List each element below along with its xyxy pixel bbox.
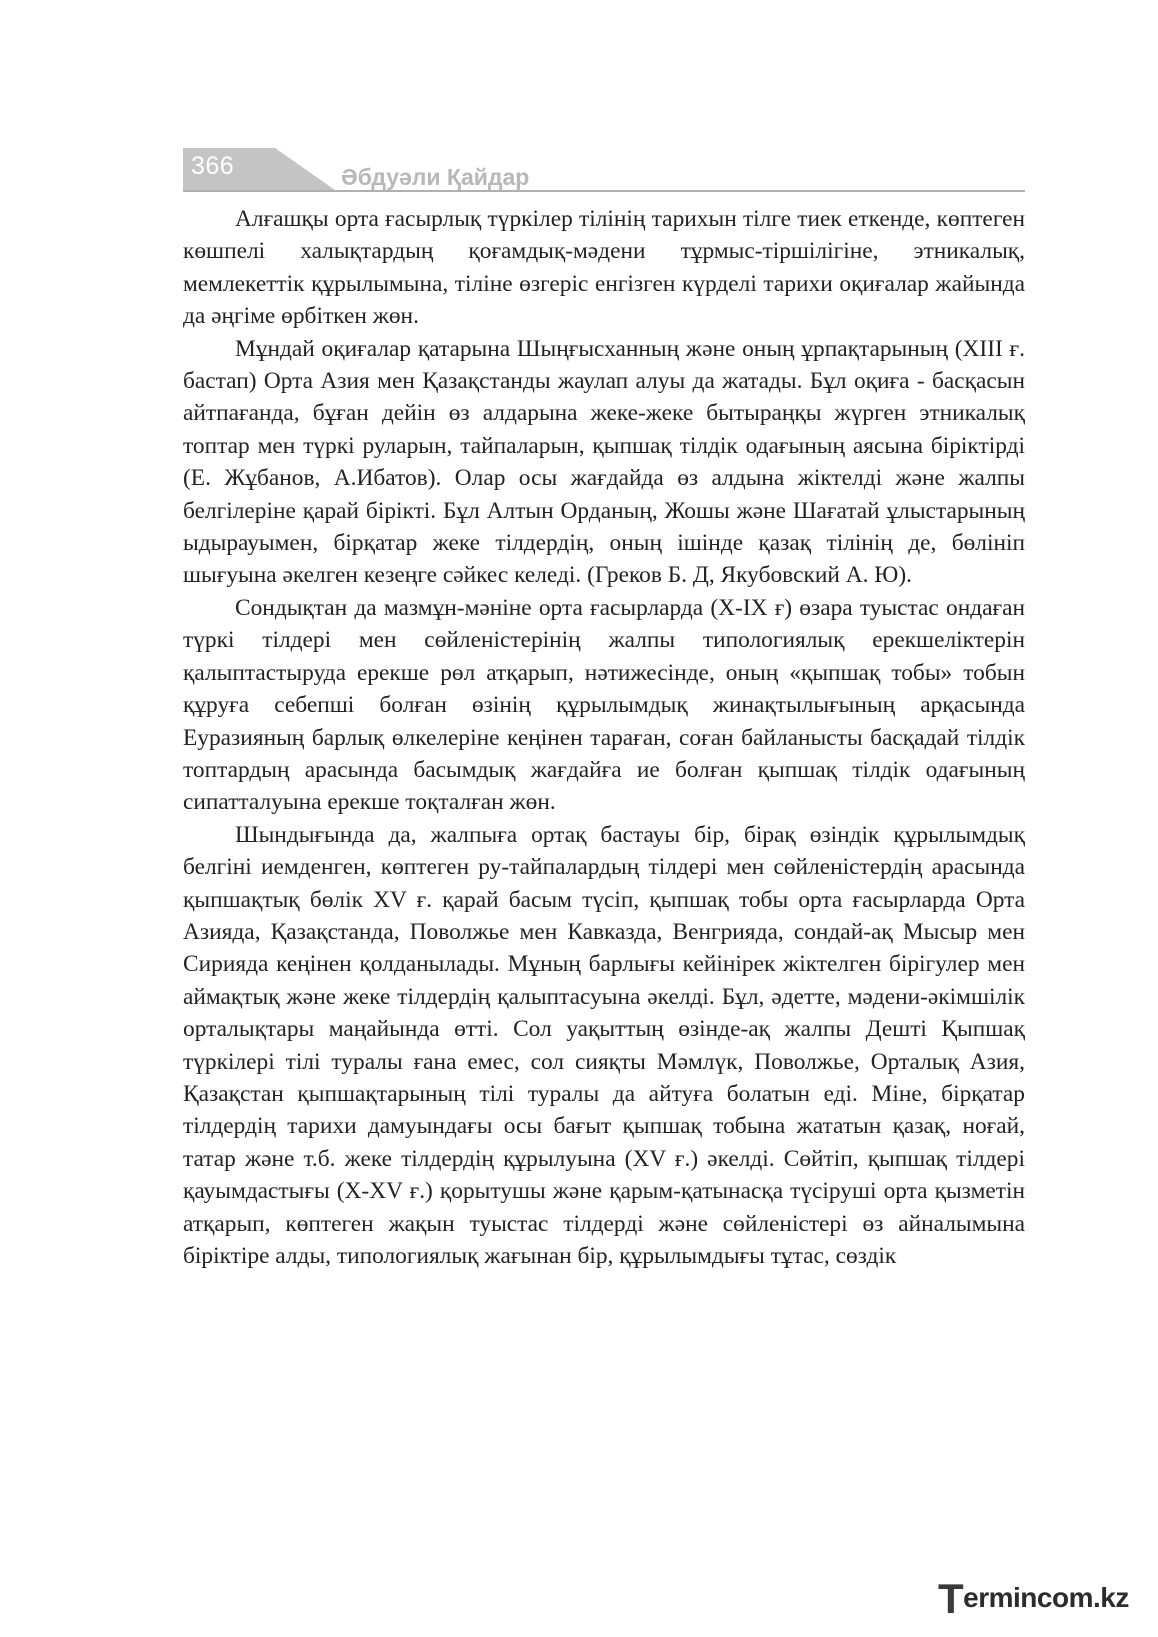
watermark-text: ermincom.kz bbox=[963, 1582, 1129, 1613]
header-rule bbox=[183, 190, 1025, 192]
paragraph-1: Алғашқы орта ғасырлық түркілер тілінің тарихын тілге тиек еткенде, көптеген көшпелі халықтардың қоғамдық-мәдени тұрмыс-тіршілігіне, этникалық, мемлекеттік құрылымына, тіліне өзгеріс енгізген күрделі тарихи оқиғалар жайында да әңгіме өрбіткен жөн. bbox=[183, 206, 1025, 330]
page-number: 366 bbox=[191, 152, 235, 180]
running-head-author: Әбдуәли Қайдар bbox=[341, 164, 530, 190]
paragraph-3: Сондықтан да мазмұн-мәніне орта ғасырларда (X-IX ғ) өзара туыстас ондаған түркі тілдері мен сөйленістерінің жалпы типологиялық ерекшеліктерін қалыптастыруда ерекше рөл атқарып, нәтижесінде, оның «қыпшақ тобы» тобын құруға себепші болған өзінің құрылымдық жинақтылығының арқасында Еуразияның барлық өлкелеріне кеңінен тараған, соған байланысты басқадай тілдік топтардың арасында басымдық жағдайға ие болған қыпшақ тілдік одағының сипатталуына ерекше тоқталған жөн. bbox=[183, 594, 1025, 816]
paragraph-4: Шындығында да, жалпыға ортақ бастауы бір, бірақ өзіндік құрылымдық белгіні иемденген, көптеген ру-тайпалардың тілдері мен сөйленістердің арасында қыпшақтық бөлік XV ғ. қарай басым түсіп, қыпшақ тобы орта ғасырларда Орта Азияда, Қазақстанда, Поволжье мен Кавказда, Венгрияда, сондай-ақ Мысыр мен Сирияда кеңінен қолданылады. Мұның барлығы кейінірек жіктелген бірігулер мен аймақтық және жеке тілдердің қалыптасуына әкелді. Бұл, әдетте, мәдени-әкімшілік орталықтары маңайында өтті. Сол уақыттың өзінде-ақ жалпы Дешті Қыпшақ түркілері тілі туралы ғана емес, сол сияқты Мәмлүк, Поволжье, Орталық Азия, Қазақстан қыпшақтарының тілі туралы да айтуға болатын еді. Міне, бірқатар тілдердің тарихи дамуындағы осы бағыт қыпшақ тобына жататын қазақ, ноғай, татар және т.б. жеке тілдердің құрылуына (XV ғ.) әкелді. Сөйтіп, қыпшақ тілдері қауымдастығы (X-XV ғ.) қорытушы және қарым-қатынасқа түсіруші орта қызметін атқарып, көптеген жақын туыстас тілдерді және сөйленістері өз айналымына біріктіре алды, типологиялық жағынан бір, құрылымдығы тұтас, сөздік bbox=[183, 821, 1025, 1269]
body-text bbox=[183, 203, 1025, 1272]
watermark-logo bbox=[938, 1575, 1129, 1623]
watermark-initial: T bbox=[938, 1575, 964, 1622]
page-number-tab bbox=[183, 148, 275, 190]
page-tab-wedge bbox=[275, 148, 335, 190]
paragraph-2: Мұндай оқиғалар қатарына Шыңғысханның және оның ұрпақтарының (XIII ғ. бастап) Орта Азия мен Қазақстанды жаулап алуы да жатады. Бұл оқиға - басқасын айтпағанда, бұған дейін өз алдарына жеке-жеке бытыраңқы жүрген этникалық топтар мен түркі руларын, тайпаларын, қыпшақ тілдік одағының аясына біріктірді (Е. Жұбанов, А.Ибатов). Олар осы жағдайда өз алдына жіктелді және жалпы белгілеріне қарай бірікті. Бұл Алтын Орданың, Жошы және Шағатай ұлыстарының ыдырауымен, бірқатар жеке тілдердің, оның ішінде қазақ тілінің де, бөлініп шығуына әкелген кезеңге сәйкес келеді. (Греков Б. Д, Якубовский А. Ю). bbox=[183, 335, 1025, 589]
page-header bbox=[183, 148, 1025, 194]
